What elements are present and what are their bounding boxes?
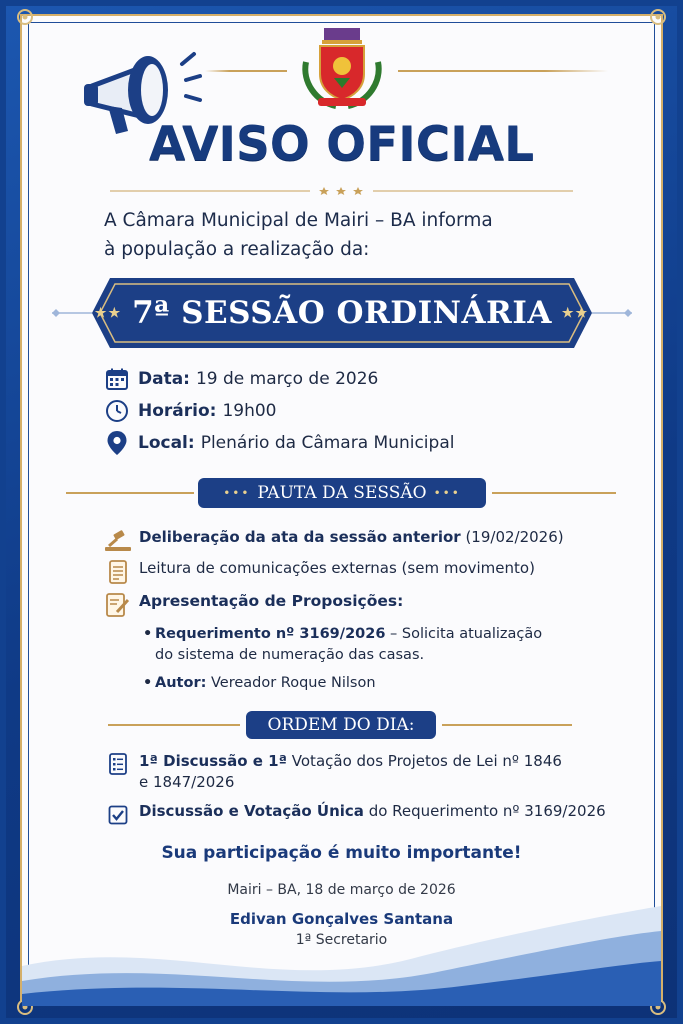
corner-ornament-top-left	[12, 4, 38, 30]
signer-role: 1ª Secretario	[295, 932, 388, 948]
time-value: 19h00	[222, 401, 277, 421]
sub2-bold: Autor:	[155, 675, 207, 691]
edit-document-icon	[104, 592, 132, 618]
stars-divider	[110, 186, 573, 196]
place-date: Mairi – BA, 18 de março de 2026	[227, 882, 456, 898]
sub1-line2: do sistema de numeração das casas.	[155, 647, 425, 663]
document-icon	[104, 559, 132, 585]
intro-line-2: à população a realização da:	[104, 239, 370, 260]
header-line-left	[205, 70, 287, 72]
info-row-time	[104, 398, 277, 424]
sub2-rest: Vereador Roque Nilson	[206, 675, 376, 691]
ordem-line-right	[442, 724, 572, 726]
sub1-bold: Requerimento nº 3169/2026	[155, 626, 386, 642]
place-label: Local:	[138, 433, 195, 453]
ordem-item1-bold: 1ª Discussão e 1ª	[139, 752, 288, 770]
intro-text	[104, 206, 564, 264]
ordem-item1-rest: Votação dos Projetos de Lei nº 1846	[287, 752, 562, 770]
session-title	[52, 276, 632, 350]
bullet: •	[143, 626, 153, 642]
info-row-place	[104, 430, 454, 456]
banner-stars-left: ★★	[94, 305, 123, 321]
pauta-item2-text: Leitura de comunicações externas (sem movimento)	[139, 559, 535, 577]
ordem-heading	[246, 711, 436, 739]
sub1-rest: – Solicita atualização	[385, 626, 543, 642]
checkbox-icon	[104, 802, 132, 828]
pauta-item1-bold: Deliberação da ata da sessão anterior	[139, 528, 461, 546]
date-value: 19 de março de 2026	[195, 369, 379, 389]
ordem-item2-rest: do Requerimento nº 3169/2026	[363, 802, 606, 820]
info-row-date	[104, 366, 378, 392]
pauta-line-right	[492, 492, 616, 494]
proposition-requerimento	[143, 624, 563, 666]
ordem-item1-line2: e 1847/2026	[139, 773, 235, 791]
header-line-right	[398, 70, 608, 72]
bullet: •	[143, 675, 153, 691]
time-label: Horário:	[138, 401, 217, 421]
location-pin-icon	[104, 430, 130, 456]
pauta-heading	[198, 478, 486, 508]
ordem-item-projects	[104, 751, 562, 793]
page-title: AVISO OFICIAL	[148, 117, 535, 172]
closing-message: Sua participação é muito importante!	[161, 843, 522, 863]
pauta-dots-right: •••	[433, 486, 461, 500]
gavel-icon	[104, 528, 132, 554]
proposition-author	[143, 673, 563, 694]
pauta-line-left	[66, 492, 194, 494]
pauta-heading-text: PAUTA DA SESSÃO	[257, 483, 427, 503]
pauta-item-propositions	[104, 592, 403, 618]
ordem-item-requerimento	[104, 802, 606, 828]
calendar-icon	[104, 366, 130, 392]
signer-name: Edivan Gonçalves Santana	[229, 910, 454, 928]
ordem-line-left	[108, 724, 240, 726]
checklist-icon	[104, 751, 132, 777]
place-value: Plenário da Câmara Municipal	[200, 433, 455, 453]
pauta-item-minutes	[104, 528, 564, 554]
ordem-item2-bold: Discussão e Votação Única	[139, 802, 364, 820]
corner-ornament-top-right	[645, 4, 671, 30]
intro-line-1: A Câmara Municipal de Mairi – BA informa	[104, 210, 493, 231]
pauta-dots-left: •••	[223, 486, 251, 500]
session-name: 7ª SESSÃO ORDINÁRIA	[132, 295, 552, 331]
date-label: Data:	[138, 369, 190, 389]
coat-of-arms	[296, 22, 388, 114]
ordem-heading-text: ORDEM DO DIA:	[267, 715, 415, 735]
pauta-item-communications	[104, 559, 535, 585]
clock-icon	[104, 398, 130, 424]
banner-stars-right: ★★	[561, 305, 590, 321]
pauta-item1-rest: (19/02/2026)	[460, 528, 564, 546]
pauta-item3-bold: Apresentação de Proposições:	[139, 592, 404, 610]
